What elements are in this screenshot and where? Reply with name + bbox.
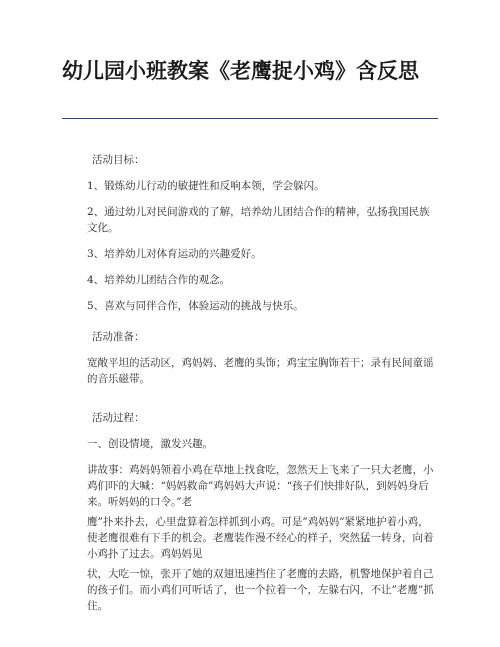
goal-item-4: 4、培养幼儿团结合作的观念。: [87, 274, 231, 286]
story-paragraph-1: 讲故事：鸡妈妈领着小鸡在草地上找食吃，忽然天上飞来了一只大老鹰，小鸡们吓的大喊：“妈妈救命”鸡妈妈大声说：“孩子们快排好队，到妈妈身后来。听妈妈的口令。”老: [87, 464, 434, 508]
story-paragraph-2: 鹰”扑来扑去，心里盘算着怎样抓到小鸡。可是”鸡妈妈”紧紧地护着小鸡，使老鹰很难有下手的机会。老鹰装作漫不经心的样子，突然猛一转身，向着小鸡扑了过去。鸡妈妈见: [87, 516, 434, 560]
document-title: 幼儿园小班教案《老鹰捉小鸡》含反思: [62, 59, 419, 83]
goal-item-5: 5、喜欢与同伴合作，体验运动的挑战与快乐。: [87, 300, 304, 312]
section-heading-process: 活动过程：: [92, 412, 145, 424]
story-paragraph-3: 状，大吃一惊，张开了她的双翅迅速挡住了老鹰的去路，机警地保护着自己的孩子们。而小鸡们可听话了，也一个拉着一个，左躲右闪，不让”老鹰”抓住。: [87, 568, 434, 612]
section-heading-preparation: 活动准备：: [92, 331, 145, 343]
process-step-1: 一、创设情境，激发兴趣。: [87, 438, 213, 450]
goal-item-3: 3、培养幼儿对体育运动的兴趣爱好。: [87, 248, 262, 260]
title-divider: [62, 118, 438, 119]
goal-item-2: 2、通过幼儿对民间游戏的了解，培养幼儿团结合作的精神，弘扬我国民族文化。: [87, 206, 430, 234]
section-heading-goals: 活动目标：: [92, 154, 145, 166]
goal-item-1: 1、锻炼幼儿行动的敏捷性和反响本领，学会躲闪。: [87, 180, 325, 192]
preparation-text: 宽敞平坦的活动区，鸡妈妈、老鹰的头饰；鸡宝宝胸饰若干；录有民间童谣的音乐磁带。: [87, 357, 434, 385]
